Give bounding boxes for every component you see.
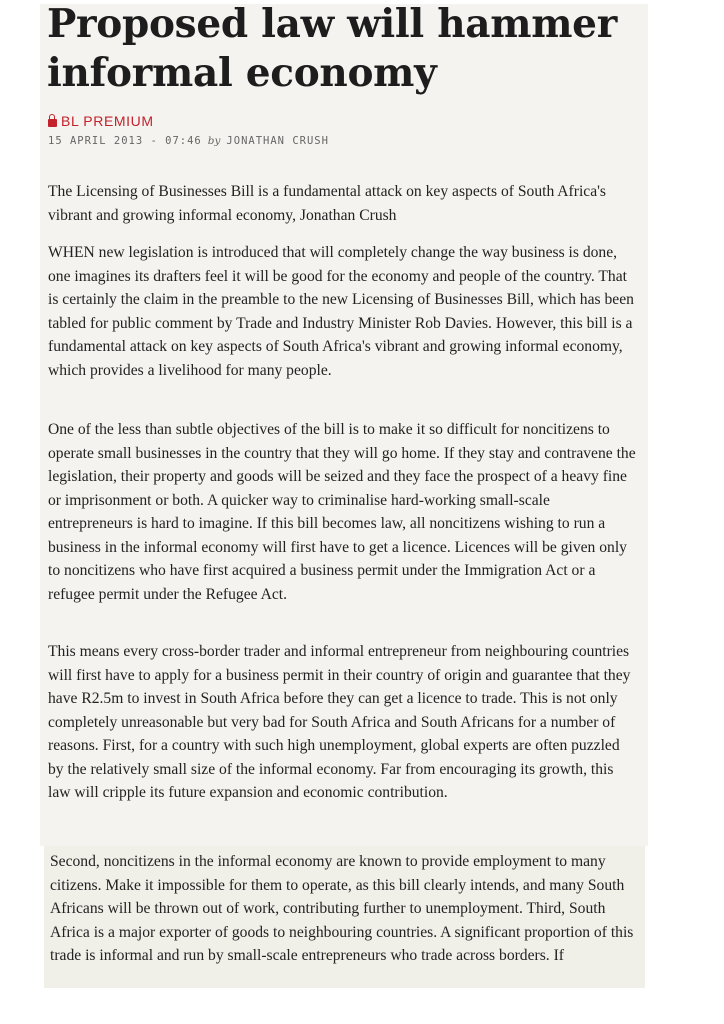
- byline-prefix: by: [207, 135, 221, 147]
- lock-icon: [48, 119, 57, 127]
- article-paragraph: WHEN new legislation is introduced that will completely change the way business is done, one imagines its drafters feel it will be good for the economy and people of the country. That is certainly the claim in the preamble to the new Licensing of Businesses Bill, which has been tabled for public comment by Trade and Industry Minister Rob Davies. However, this bill is a fundamental attack on key aspects of South Africa's vibrant and growing informal economy, which provides a livelihood for many people.: [48, 244, 634, 379]
- article-headline: Proposed law will hammer informal economy: [47, 1, 617, 96]
- article-standfirst: The Licensing of Businesses Bill is a fundamental attack on key aspects of South Africa's vibrant and growing informal economy, Jonathan Crush: [48, 183, 606, 224]
- premium-badge: [48, 113, 154, 129]
- publish-date: 15 APRIL 2013 - 07:46: [48, 135, 202, 147]
- premium-label: BL PREMIUM: [61, 113, 154, 129]
- article-paragraph: Second, noncitizens in the informal economy are known to provide employment to many citizens. Make it impossible for them to operate, as this bill clearly intends, and many South Africans will be thrown out of work, contributing further to unemployment. Third, South Africa is a major exporter of goods to neighbouring countries. A significant proportion of this trade is informal and run by small-scale entrepreneurs who trade across borders. If: [50, 853, 634, 964]
- article-meta: [48, 134, 329, 148]
- author-name: JONATHAN CRUSH: [226, 135, 329, 147]
- article-paragraph: One of the less than subtle objectives of the bill is to make it so difficult for noncitizens to operate small businesses in the country that they will go home. If they stay and contravene the legislation, their property and goods will be seized and they face the prospect of a heavy fine or imprisonment or both. A quicker way to criminalise hard-working small-scale entrepreneurs is hard to imagine. If this bill becomes law, all noncitizens wishing to run a business in the informal economy will first have to get a licence. Licences will be given only to noncitizens who have first acquired a business permit under the Immigration Act or a refugee permit under the Refugee Act.: [48, 421, 636, 603]
- article-paragraph: This means every cross-border trader and informal entrepreneur from neighbouring countries will first have to apply for a business permit in their country of origin and guarantee that they have R2.5m to invest in South Africa before they can get a licence to trade. This is not only completely unreasonable but very bad for South Africa and South Africans for a number of reasons. First, for a country with such high unemployment, global experts are often puzzled by the relatively small size of the informal economy. Far from encouraging its growth, this law will cripple its future expansion and economic contribution.: [48, 643, 631, 801]
